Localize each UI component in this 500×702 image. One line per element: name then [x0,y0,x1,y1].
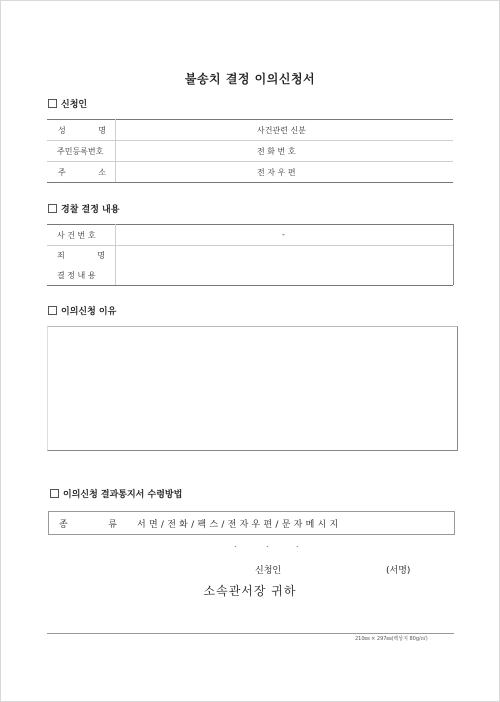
document-title: 불송치 결정 이의신청서 [184,72,316,86]
decision-label-charge: 죄 명 [57,251,105,260]
receive-method-options[interactable]: 서 면 / 전 화 / 팩 스 / 전 자 우 편 / 문 자 메 시 지 [137,519,339,530]
divider [115,224,116,285]
decision-table-bottom [47,285,453,286]
receive-section-heading: 이의신청 결과통지서 수령방법 [50,487,182,500]
decision-value-case-number: - [282,230,285,239]
applicant-label-role: 사건관련 신분 [257,126,306,135]
divider [47,161,453,162]
receive-method-label: 종 류 [59,519,117,530]
applicant-label-id: 주민등록번호 [57,147,104,156]
applicant-label-phone: 전 화 번 호 [257,147,296,156]
receive-method-row [48,511,455,535]
checkbox-icon [48,204,57,213]
applicant-label-email: 전 자 우 편 [257,168,296,177]
date-dot-month: . [266,540,269,549]
divider [453,224,454,285]
paper-size-note: 210㎜ × 297㎜(백상지 80g/㎡) [355,636,428,642]
applicant-table-bottom [47,182,453,183]
divider [47,245,453,246]
divider [47,140,453,141]
checkbox-icon [48,306,57,315]
reason-text-area[interactable] [47,326,458,451]
signature-mark: (서명) [386,566,411,576]
date-dot-year: . [234,540,237,549]
applicant-section-heading: 신청인 [48,97,87,110]
date-dot-day: . [296,540,299,549]
divider [115,119,116,182]
applicant-label-name: 성 명 [58,126,106,135]
reason-section-heading: 이의신청 이유 [48,304,116,317]
decision-label-case-number: 사 건 번 호 [57,231,96,240]
decision-section-heading: 경찰 결정 내용 [48,202,119,215]
addressee: 소속관서장 귀하 [203,584,297,598]
applicant-label-address: 주 소 [58,168,106,177]
footer-divider [47,633,454,634]
applicant-table-top [47,119,453,120]
checkbox-icon [48,99,57,108]
decision-label-content: 결 정 내 용 [57,271,96,280]
applicant-signature-label: 신청인 [255,566,282,576]
checkbox-icon [50,489,59,498]
decision-table-top [47,224,453,225]
